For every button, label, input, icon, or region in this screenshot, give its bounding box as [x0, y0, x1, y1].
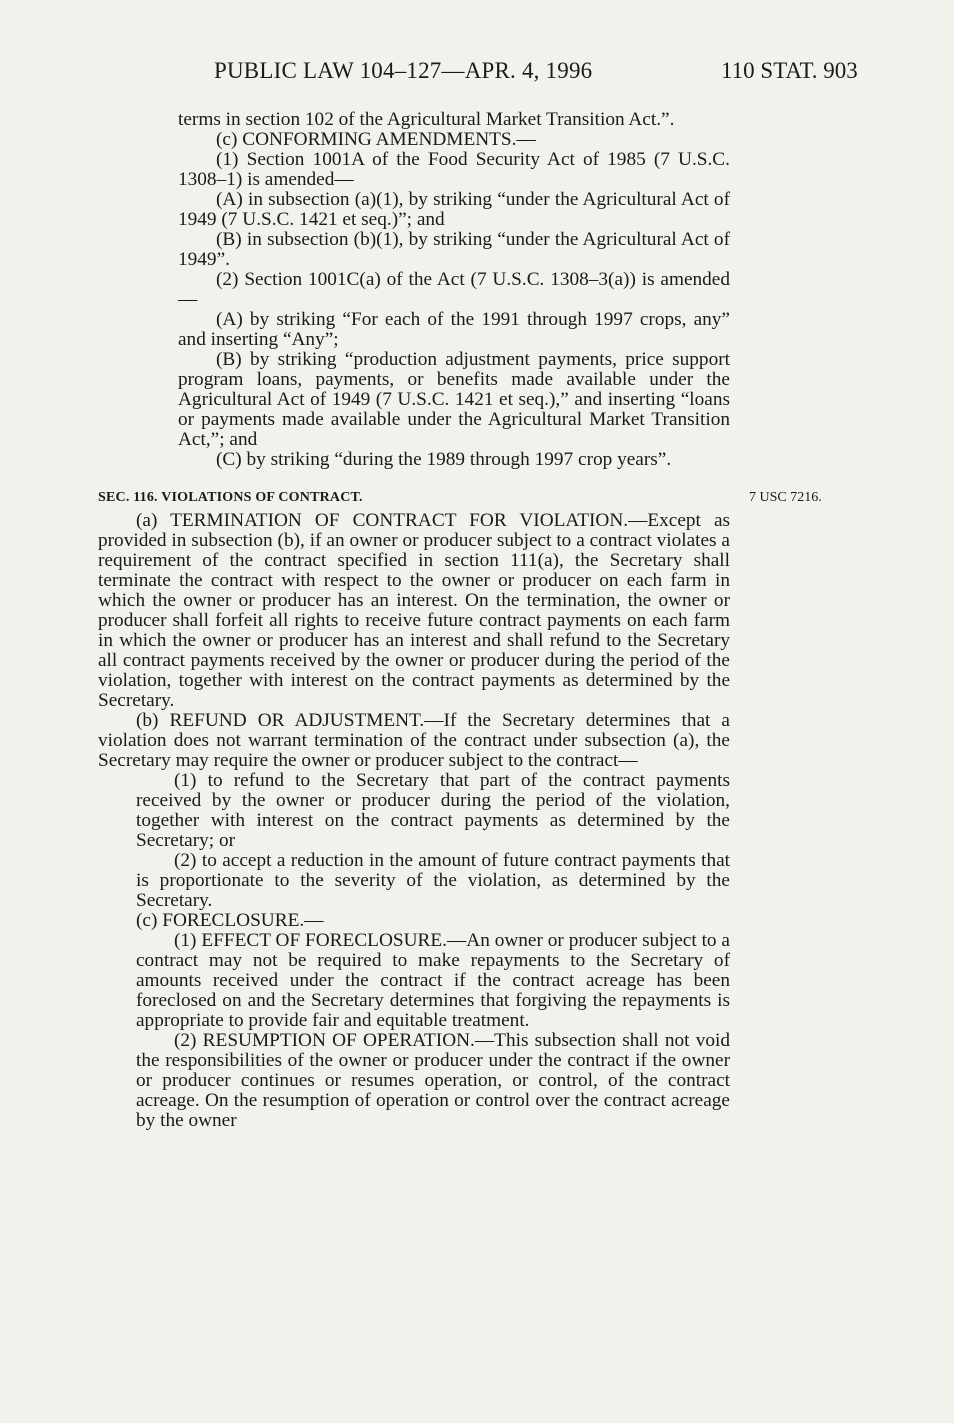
paragraph-b1: (1) to refund to the Secretary that part of the contract payments received by the owner or producer during the period of the violation, together with interest on the contract payments as determined by the Secretary; or [136, 770, 730, 851]
subsection-c-heading: (c) CONFORMING AMENDMENTS.— [216, 129, 536, 150]
subsection-a: (a) TERMINATION OF CONTRACT FOR VIOLATION.—Except as provided in subsection (b), if an owner or producer subject to a contract violates a requirement of the contract specified in section 111(a), the Secretary shall terminate the contract with respect to the owner or producer on each farm in which the owner or producer has an interest. On the termination, the owner or producer shall forfeit all rights to receive future contract payments on each farm in which the owner or producer has an interest and shall refund to the Secretary all contract payments received by the owner or producer during the period of the violation, together with interest on the contract payments as determined by the Secretary. [98, 510, 730, 711]
margin-citation: 7 USC 7216. [749, 490, 822, 505]
section-heading-row [98, 485, 822, 505]
section-heading: SEC. 116. VIOLATIONS OF CONTRACT. [98, 490, 363, 505]
subsection-b: (b) REFUND OR ADJUSTMENT.—If the Secretary determines that a violation does not warrant termination of the contract under subsection (a), the Secretary may require the owner or producer subject to the contract— [98, 710, 730, 771]
running-head: PUBLIC LAW 104–127—APR. 4, 1996 [214, 58, 593, 83]
paragraph-2: (2) Section 1001C(a) of the Act (7 U.S.C. 1308–3(a)) is amended— [178, 269, 730, 310]
subparagraph-a: (A) by striking “For each of the 1991 through 1997 crops, any” and inserting “Any”; [178, 309, 730, 350]
subparagraph-b: (B) by striking “production adjustment payments, price support program loans, payments, or benefits made available under the Agricultural Act of 1949 (7 U.S.C. 1421 et seq.),” and inserting “loans or payments made available under the Agricultural Market Transition Act,”; and [178, 349, 730, 450]
page-header [0, 58, 954, 92]
amendments-block [98, 110, 730, 470]
page-number: 110 STAT. 903 [721, 58, 858, 83]
subparagraph-b: (B) in subsection (b)(1), by striking “under the Agricultural Act of 1949”. [178, 229, 730, 270]
document-body [98, 109, 822, 1131]
paragraph-1: (1) Section 1001A of the Food Security Act of 1985 (7 U.S.C. 1308–1) is amended— [178, 149, 730, 190]
section-116-body [98, 511, 730, 1131]
subparagraph-a: (A) in subsection (a)(1), by striking “under the Agricultural Act of 1949 (7 U.S.C. 1421 et seq.)”; and [178, 189, 730, 230]
paragraph-b2: (2) to accept a reduction in the amount of future contract payments that is proportionate to the severity of the violation, as determined by the Secretary. [136, 850, 730, 911]
paragraph-c2: (2) RESUMPTION OF OPERATION.—This subsection shall not void the responsibilities of the owner or producer under the contract if the owner or producer continues or resumes operation, or control, of the contract acreage. On the resumption of operation or control over the contract acreage by the owner [136, 1030, 730, 1131]
paragraph-c1: (1) EFFECT OF FORECLOSURE.—An owner or producer subject to a contract may not be required to make repayments to the Secretary of amounts received under the contract if the contract acreage has been foreclosed on and the Secretary determines that forgiving the repayments is appropriate to provide fair and equitable treatment. [136, 930, 730, 1031]
subsection-c: (c) FORECLOSURE.— [136, 910, 324, 931]
paragraph-continued: terms in section 102 of the Agricultural Market Transition Act.”. [178, 109, 675, 130]
subparagraph-c: (C) by striking “during the 1989 through 1997 crop years”. [216, 449, 672, 470]
